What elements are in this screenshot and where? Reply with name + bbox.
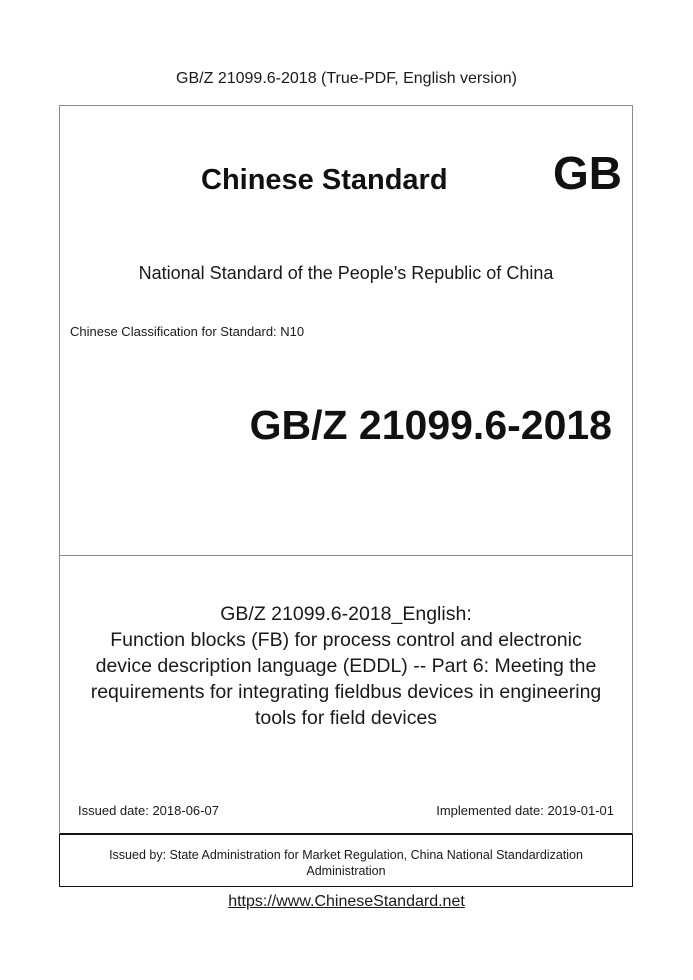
issuer-text [60,847,632,879]
document-title [60,601,632,731]
issued-date: Issued date: 2018-06-07 [78,803,219,818]
national-standard-line: National Standard of the People's Republic of China [138,263,554,283]
classification-label: Chinese Classification for Standard: N10 [70,324,305,339]
cover-frame [59,105,633,885]
document-title-line: GB/Z 21099.6-2018_English: [220,603,472,625]
website-link[interactable]: https://www.ChineseStandard.net [228,893,465,910]
issuer-line: Administration [306,864,386,878]
document-title-line: tools for field devices [254,707,438,729]
implemented-date: Implemented date: 2019-01-01 [436,803,614,818]
document-title-line: Function blocks (FB) for process control and electronic [110,629,582,651]
document-title-section [60,556,632,834]
gb-mark: GB [553,147,622,199]
document-title-line: device description language (EDDL) -- Part 6: Meeting the [95,655,597,677]
cover-heading: Chinese Standard [201,164,448,196]
cover-top-section [60,106,632,556]
issuer-line: Issued by: State Administration for Market Regulation, China National Standardization [109,848,583,862]
issuer-box [59,834,633,887]
page-header-title: GB/Z 21099.6-2018 (True-PDF, English version) [176,70,517,87]
standard-number: GB/Z 21099.6-2018 [249,402,612,448]
document-title-line: requirements for integrating fieldbus devices in engineering [90,681,602,703]
